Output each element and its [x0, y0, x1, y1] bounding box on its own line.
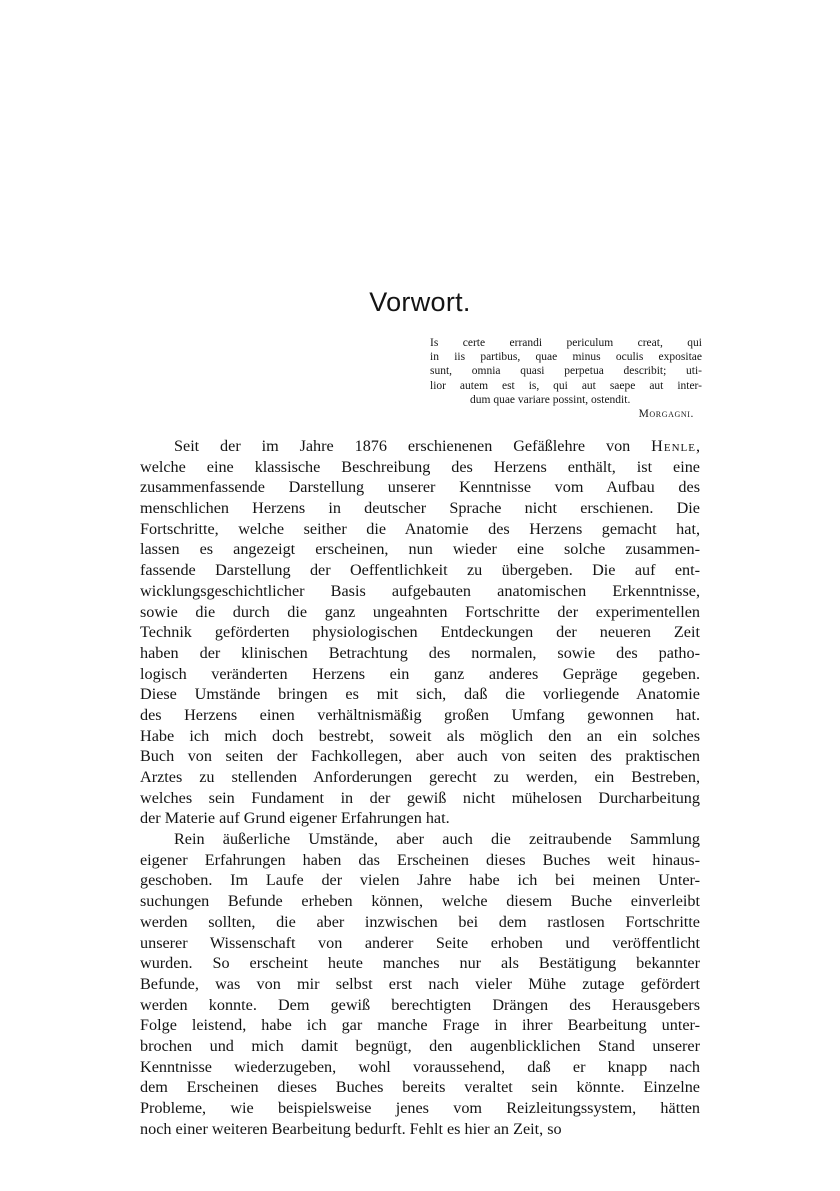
text-line	[140, 1077, 700, 1098]
text-line	[140, 953, 700, 974]
epigraph-line: lior autem est is, qui aut saepe aut inter-	[430, 379, 702, 392]
text-line	[140, 1036, 700, 1057]
text-line	[140, 995, 700, 1016]
text-line	[140, 726, 700, 747]
text-line	[140, 870, 700, 891]
text-segment: menschlichen Herzens in deutscher Sprache nicht erschienen. Die	[140, 499, 700, 518]
text-segment: welches sein Fundament in der gewiß nicht mühelosen Durcharbeitung	[140, 788, 700, 807]
text-segment: Technik geförderten physiologischen Entdeckungen der neueren Zeit	[140, 623, 700, 642]
epigraph-line: Is certe errandi periculum creat, qui	[430, 337, 702, 349]
text-segment: Folge leistend, habe ich gar manche Frage in ihrer Bearbeitung unter-	[140, 1016, 700, 1035]
text-segment: Fortschritte, welche seither die Anatomie des Herzens gemacht hat,	[140, 519, 700, 538]
text-segment: Seit der im Jahre 1876 erschienenen Gefäßlehre von	[174, 437, 652, 455]
text-segment: lassen es angezeigt erscheinen, nun wieder eine solche zusammen-	[140, 540, 700, 559]
text-segment: zusammenfassende Darstellung unserer Kenntnisse vom Aufbau des	[140, 478, 700, 497]
text-segment: Arztes zu stellenden Anforderungen gerecht zu werden, ein Bestreben,	[140, 768, 700, 786]
text-segment: des Herzens einen verhältnismäßig großen Umfang gewonnen hat.	[140, 705, 700, 724]
text-line	[140, 436, 700, 457]
author-name-smallcaps: Henle	[651, 437, 696, 455]
text-line	[140, 850, 700, 871]
text-line	[140, 933, 700, 954]
text-segment: welche eine klassische Beschreibung des Herzens enthält, ist eine	[140, 457, 700, 476]
text-segment: Probleme, wie beispielsweise jenes vom Reizleitungssystem, hätten	[140, 1099, 700, 1117]
text-segment: sowie die durch die ganz ungeahnten Fortschritte der experimentellen	[140, 602, 700, 621]
text-segment: wurden. So erscheint heute manches nur als Bestätigung bekannter	[140, 954, 700, 973]
text-line	[140, 539, 700, 560]
text-segment: unserer Wissenschaft von anderer Seite erhoben und veröffentlicht	[140, 933, 700, 952]
text-segment: geschoben. Im Laufe der vielen Jahre habe ich bei meinen Unter-	[140, 871, 700, 890]
text-line	[140, 602, 700, 623]
text-line	[140, 498, 700, 519]
text-segment: noch einer weiteren Bearbeitung bedurft. Fehlt es hier an Zeit, so	[140, 1119, 562, 1138]
epigraph-line: in iis partibus, quae minus oculis expositae	[430, 351, 702, 364]
text-line	[140, 912, 700, 933]
text-segment: Buch von seiten der Fachkollegen, aber auch von seiten des praktischen	[140, 747, 700, 766]
text-line	[140, 746, 700, 767]
text-segment: Rein äußerliche Umstände, aber auch die zeitraubende Sammlung	[174, 830, 700, 849]
text-segment: Befunde, was von mir selbst erst nach vieler Mühe zutage gefördert	[140, 974, 700, 993]
body-text	[140, 436, 700, 1139]
text-segment: ,	[695, 437, 700, 455]
text-line	[140, 788, 700, 809]
epigraph-author: Morgagni.	[638, 408, 694, 421]
text-segment: wicklungsgeschichtlicher Basis aufgebauten anatomischen Erkenntnisse,	[140, 581, 700, 600]
text-line	[140, 767, 700, 788]
text-line	[140, 664, 700, 685]
text-segment: Kenntnisse wiederzugeben, wohl voraussehend, daß er knapp nach	[140, 1057, 700, 1076]
epigraph-line: sunt, omnia quasi perpetua describit; uti-	[430, 365, 702, 378]
text-line	[140, 891, 700, 912]
text-segment: werden sollten, die aber inzwischen bei dem rastlosen Fortschritte	[140, 912, 700, 931]
text-line	[140, 643, 700, 664]
text-line	[140, 1098, 700, 1119]
epigraph	[430, 336, 702, 421]
page-title: Vorwort.	[369, 287, 471, 317]
text-line	[140, 519, 700, 540]
text-segment: Diese Umstände bringen es mit sich, daß die vorliegende Anatomie	[140, 685, 700, 704]
text-line	[140, 1119, 700, 1140]
text-segment: dem Erscheinen dieses Buches bereits veraltet sein könnte. Einzelne	[140, 1078, 700, 1097]
text-line	[140, 622, 700, 643]
text-line	[140, 1015, 700, 1036]
text-line	[140, 560, 700, 581]
text-line	[140, 829, 700, 850]
text-line	[140, 1057, 700, 1078]
text-line	[140, 974, 700, 995]
text-segment: werden konnte. Dem gewiß berechtigten Drängen des Herausgebers	[140, 995, 700, 1014]
epigraph-line: dum quae variare possint, ostendit.	[470, 393, 631, 406]
text-segment: eigener Erfahrungen haben das Erscheinen dieses Buches weit hinaus-	[140, 850, 700, 869]
text-line	[140, 457, 700, 478]
text-line	[140, 705, 700, 726]
text-line	[140, 477, 700, 498]
text-line	[140, 808, 700, 829]
text-segment: der Materie auf Grund eigener Erfahrungen hat.	[140, 809, 450, 828]
text-segment: suchungen Befunde erheben können, welche diesem Buche einverleibt	[140, 892, 700, 911]
text-segment: logisch veränderten Herzens ein ganz anderes Gepräge gegeben.	[140, 664, 700, 683]
text-segment: haben der klinischen Betrachtung des normalen, sowie des patho-	[140, 643, 700, 662]
text-line	[140, 684, 700, 705]
text-segment: fassende Darstellung der Oeffentlichkeit zu übergeben. Die auf ent-	[140, 561, 700, 580]
text-line	[140, 581, 700, 602]
text-segment: Habe ich mich doch bestrebt, soweit als möglich den an ein solches	[140, 726, 700, 745]
text-segment: brochen und mich damit begnügt, den augenblicklichen Stand unserer	[140, 1036, 700, 1055]
